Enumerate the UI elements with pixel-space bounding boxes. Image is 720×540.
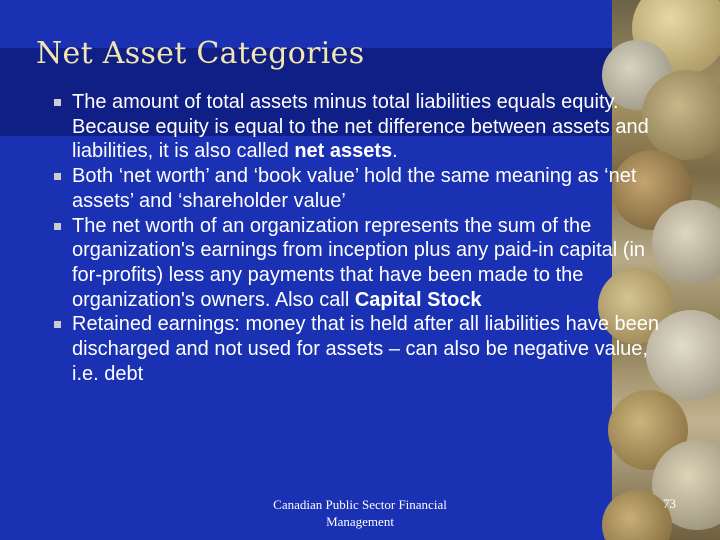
bullet-text: Both ‘net worth’ and ‘book value’ hold the same meaning as ‘net assets’ and ‘shareholder value’: [72, 165, 637, 212]
page-number: 73: [663, 496, 676, 511]
bullet-item: [54, 164, 674, 213]
square-bullet-icon: [54, 173, 61, 180]
bullet-list: [54, 90, 674, 386]
square-bullet-icon: [54, 321, 61, 328]
square-bullet-icon: [54, 99, 61, 106]
bullet-text: Retained earnings: money that is held after all liabilities have been discharged and not used for assets – can also be negative value, i.e. debt: [72, 313, 660, 385]
bullet-tail-text: .: [392, 140, 398, 163]
square-bullet-icon: [54, 223, 61, 230]
bullet-item: [54, 90, 674, 164]
bullet-bold-text: Capital Stock: [354, 288, 482, 311]
bullet-bold-text: net assets: [294, 140, 393, 163]
bullet-text: The amount of total assets minus total liabilities equals equity. Because equity is equal to the net difference between assets and liabilities, it is also called: [72, 91, 649, 163]
slide-title: Net Asset Categories: [36, 36, 365, 71]
bullet-text: The net worth of an organization represents the sum of the organization's earnings from inception plus any paid-in capital (in for-profits) less any payments that have been made to the organization's owners. Also call: [72, 214, 646, 311]
footer-text: Canadian Public Sector Financial Management: [273, 497, 447, 529]
bullet-item: [54, 312, 674, 386]
bullet-item: [54, 214, 674, 313]
